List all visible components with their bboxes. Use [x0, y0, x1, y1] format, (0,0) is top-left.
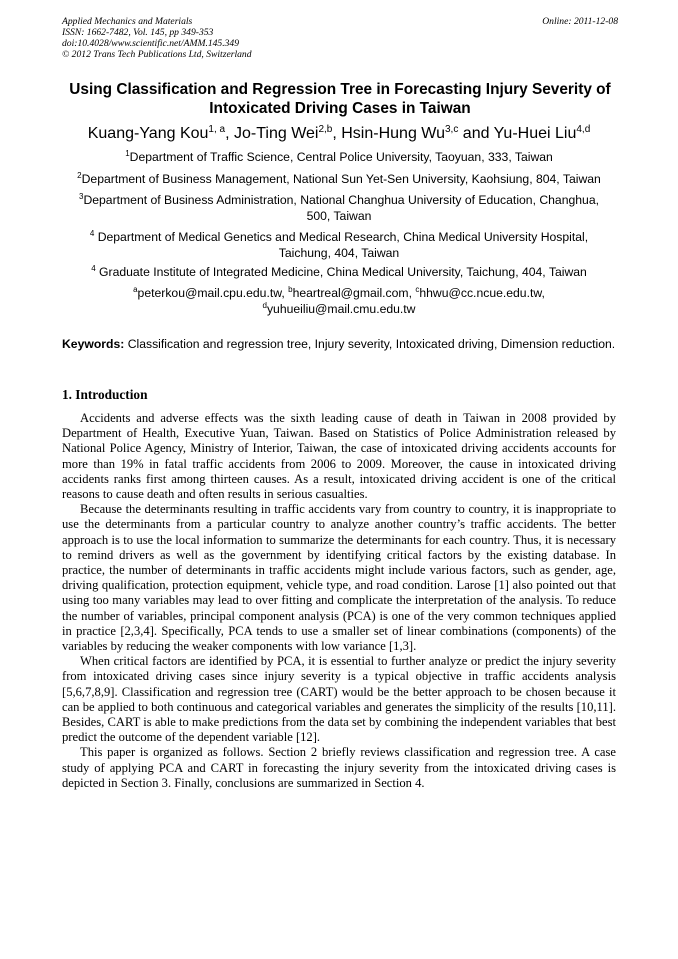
affiliation-text: Department of Business Administration, National Changhua University of Education, Changhua, 500, Taiwan: [83, 193, 599, 223]
paragraph: When critical factors are identified by PCA, it is essential to further analyze or predict the injury severity from intoxicated driving cases since injury severity is a typical objective in traffic accidents analysis [5,6,7,8,9]. Classification and regression tree (CART) would be the better approach to be chosen because it can be applied to both continuous and categorical variables and generates the simplicity of the results [10,11]. Besides, CART is able to make predictions from the data set by combining the independent variables that best predict the outcome of the dependent variable [12].: [62, 654, 616, 745]
affiliation-3: [66, 193, 612, 224]
email-mark: d: [262, 300, 267, 310]
journal-info: [62, 16, 618, 60]
email: heartreal@gmail.com,: [292, 286, 416, 300]
affiliation-text: Department of Business Management, National Sun Yet-Sen University, Kaohsiung, 804, Taiwan: [81, 172, 601, 186]
affiliation-mark: 3: [78, 192, 84, 201]
affiliation-4: [78, 230, 600, 261]
paper-title: Using Classification and Regression Tree in Forecasting Injury Severity of Intoxicated Driving Cases in Taiwan: [69, 81, 611, 117]
affiliation-text: Department of Medical Genetics and Medical Research, China Medical University Hospital, Taichung, 404, Taiwan: [94, 230, 589, 260]
online-date: Online: 2011-12-08: [542, 16, 618, 27]
email-mark: c: [415, 285, 420, 294]
keywords-text: Classification and regression tree, Injury severity, Intoxicated driving, Dimension reduction.: [124, 337, 616, 351]
journal-doi: doi:10.4028/www.scientific.net/AMM.145.349: [62, 38, 240, 49]
affiliation-5: [40, 265, 638, 281]
paragraph: Accidents and adverse effects was the sixth leading cause of death in Taiwan in 2008 provided by Department of Health, Executive Yuan, Taiwan. Based on Statistics of Police Administration released by National Police Agency, Ministry of Interior, Taiwan, the case of intoxicated driving accidents accounts for more than 19% in fatal traffic accidents from 2006 to 2009. Moreover, the cause in intoxicated driving accidents ranks first among thirteen causes. As a result, intoxicated driving accident is one of the critical reasons to cause death and often results in serious casualties.: [62, 411, 616, 502]
affiliation-text: Department of Traffic Science, Central Police University, Taoyuan, 333, Taiwan: [129, 150, 553, 164]
email: peterkou@mail.cpu.edu.tw,: [137, 286, 289, 300]
author-affiliation-mark: 2,b: [318, 124, 333, 135]
author-separator: ,: [225, 125, 234, 142]
affiliation-mark: 1: [125, 149, 130, 158]
journal-name: Applied Mechanics and Materials: [62, 16, 193, 27]
keywords: [62, 337, 616, 353]
author-affiliation-mark: 1, a: [208, 124, 226, 135]
paragraph: Because the determinants resulting in traffic accidents vary from country to country, it is inappropriate to use the determinants from a particular country to analyze another country’s traffic accidents. The better approach is to use the local information to summarize the determinants for each country. Thus, it is necessary to remind drivers as well as the government by identifying critical factors by the existing database. In practice, the number of determinants in traffic accidents might include various factors, such as gender, age, driving qualification, protection equipment, vehicle type, and road condition. Larose [1] also pointed out that using too many variables may lead to over fitting and complicate the interpretation of the analysis. To reduce the number of variables, principal component analysis (PCA) is one of the very common techniques applied in practice [2,3,4]. Specifically, PCA tends to use a smaller set of linear combinations (components) of the variables by reducing the weaker components with low variance [1,3].: [62, 502, 616, 654]
affiliation-mark: 2: [77, 171, 82, 180]
author-separator: ,: [332, 125, 342, 142]
introduction-body: [62, 411, 616, 791]
affiliation-mark: 4: [89, 229, 95, 238]
author-name: Yu-Huei Liu: [493, 125, 577, 142]
author-separator: and: [458, 125, 494, 142]
author-emails: [60, 286, 618, 317]
author-name: Hsin-Hung Wu: [341, 125, 445, 142]
journal-header: [62, 16, 618, 60]
affiliation-mark: 4: [91, 264, 96, 273]
author-affiliation-mark: 3,c: [445, 124, 459, 135]
paragraph: This paper is organized as follows. Section 2 briefly reviews classification and regression tree. A case study of applying PCA and CART in forecasting the injury severity from the intoxicated driving cases is depicted in Section 3. Finally, conclusions are summarized in Section 4.: [62, 745, 616, 790]
email: hhwu@cc.ncue.edu.tw,: [419, 286, 545, 300]
author-name: Kuang-Yang Kou: [87, 125, 209, 142]
journal-copyright: © 2012 Trans Tech Publications Ltd, Switzerland: [62, 49, 252, 60]
email: yuhueiliu@mail.cmu.edu.tw: [266, 301, 416, 316]
section-heading: 1. Introduction: [62, 387, 148, 402]
affiliation-2: [40, 172, 638, 188]
author-name: Jo-Ting Wei: [233, 125, 319, 142]
affiliation-1: [50, 150, 628, 166]
affiliation-text: Graduate Institute of Integrated Medicine, China Medical University, Taichung, 404, Taiwan: [95, 265, 587, 279]
author-list: [20, 124, 658, 144]
email-mark: b: [288, 285, 293, 294]
email-mark: a: [133, 285, 138, 294]
keywords-label: Keywords:: [62, 337, 125, 351]
author-affiliation-mark: 4,d: [576, 124, 591, 135]
journal-issn: ISSN: 1662-7482, Vol. 145, pp 349-353: [62, 27, 214, 38]
